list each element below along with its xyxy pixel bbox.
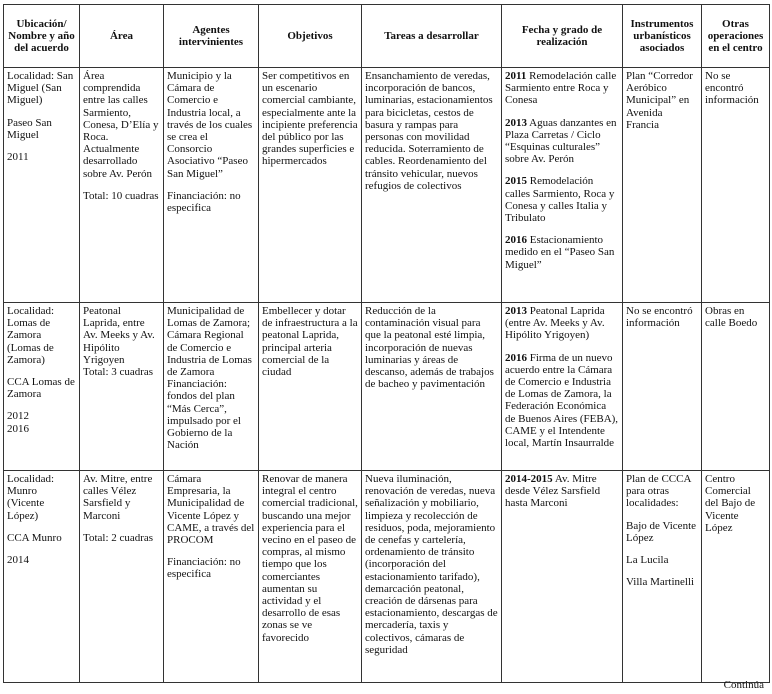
cell-tasks: Ensanchamiento de veredas, incorporación de bancos, luminarias, estacionamientos para bicicletas, cestos de basura y rampas para personas con movilidad reducida. Soterramiento de cables. Reordenamiento del tránsito vehicular, nuevos refugios de colectivos	[362, 68, 502, 303]
cell-other: No se encontró información	[702, 68, 770, 303]
header-location: Ubicación/ Nombre y año del acuerdo	[4, 5, 80, 68]
cell-area: Peatonal Laprida, entre Av. Meeks y Av. Hipólito Yrigoyen Total: 3 cuadras	[80, 303, 164, 471]
header-agents: Agentes intervinientes	[164, 5, 259, 68]
cell-area: Av. Mitre, entre calles Vélez Sarsfield y Marconi Total: 2 cuadras	[80, 471, 164, 683]
cell-agents: Municipalidad de Lomas de Zamora; Cámara Regional de Comercio e Industria de Lomas de Zamora Financiación: fondos del plan “Más Cerca”, impulsado por el Gobierno de la Nación	[164, 303, 259, 471]
cell-tasks: Nueva iluminación, renovación de veredas, nueva señalización y mobiliario, limpieza y recolección de residuos, poda, mejoramiento de cenefas y cartelería, ordenamiento de tránsito (incorporación del estacionamiento tarifado), demarcación peatonal, creación de dársenas para estacionamiento, descargas de mercadería, taxis y colectivos, cámaras de seguridad	[362, 471, 502, 683]
cell-location: Localidad: Munro (Vicente López) CCA Munro 2014	[4, 471, 80, 683]
cell-other: Obras en calle Boedo	[702, 303, 770, 471]
cell-objectives: Renovar de manera integral el centro comercial tradicional, buscando una mejor experiencia para el vecino en el paseo de compras, al mismo tiempo que los comerciantes aumentan su actividad y el desarrollo de esas zonas se ve favorecido	[259, 471, 362, 683]
header-other: Otras operaciones en el centro	[702, 5, 770, 68]
cell-instruments: Plan de CCCA para otras localidades: Bajo de Vicente López La Lucila Villa Martinelli	[623, 471, 702, 683]
cell-objectives: Ser competitivos en un escenario comercial cambiante, especialmente ante la incipiente preferencia del público por las grandes superficies e hipermercados	[259, 68, 362, 303]
header-objectives: Objetivos	[259, 5, 362, 68]
cell-location: Localidad: San Miguel (San Miguel) Paseo San Miguel 2011	[4, 68, 80, 303]
cell-agents: Municipio y la Cámara de Comercio e Industria local, a través de los cuales se crea el Consorcio Asociativo “Paseo San Miguel” Financiación: no especifica	[164, 68, 259, 303]
cell-instruments: Plan “Corredor Aeróbico Municipal” en Avenida Francia	[623, 68, 702, 303]
agreements-table	[3, 4, 770, 683]
continued-note: Continúa	[723, 679, 764, 691]
header-instruments: Instrumentos urbanísticos asociados	[623, 5, 702, 68]
cell-instruments: No se encontró información	[623, 303, 702, 471]
header-tasks: Tareas a desarrollar	[362, 5, 502, 68]
table-row	[4, 471, 770, 683]
cell-dates: 2014-2015 Av. Mitre desde Vélez Sarsfield hasta Marconi	[502, 471, 623, 683]
header-dates: Fecha y grado de realización	[502, 5, 623, 68]
cell-location: Localidad: Lomas de Zamora (Lomas de Zamora) CCA Lomas de Zamora 2012 2016	[4, 303, 80, 471]
cell-area: Área comprendida entre las calles Sarmiento, Conesa, D’Elía y Roca. Actualmente desarrollado sobre Av. Perón Total: 10 cuadras	[80, 68, 164, 303]
table-row	[4, 68, 770, 303]
cell-tasks: Reducción de la contaminación visual para que la peatonal esté limpia, incorporación de nuevas luminarias y áreas de descanso, además de trabajos de bacheo y pavimentación	[362, 303, 502, 471]
table-header-row	[4, 5, 770, 68]
header-area: Área	[80, 5, 164, 68]
cell-other: Centro Comercial del Bajo de Vicente López	[702, 471, 770, 683]
cell-dates: 2011 Remodelación calle Sarmiento entre Roca y Conesa 2013 Aguas danzantes en Plaza Carretas / Ciclo “Esquinas culturales” sobre Av. Perón 2015 Remodelación calles Sarmiento, Roca y Conesa y calles Italia y Tribulato 2016 Estacionamiento medido en el “Paseo San Miguel”	[502, 68, 623, 303]
cell-dates: 2013 Peatonal Laprida (entre Av. Meeks y Av. Hipólito Yrigoyen) 2016 Firma de un nuevo acuerdo entre la Cámara de Comercio e Industria de Lomas de Zamora, la Federación Económica de Buenos Aires (FEBA), CAME y el Intendente local, Martín Insaurralde	[502, 303, 623, 471]
table-row	[4, 303, 770, 471]
cell-agents: Cámara Empresaria, la Municipalidad de Vicente López y CAME, a través del PROCOM Financiación: no especifica	[164, 471, 259, 683]
cell-objectives: Embellecer y dotar de infraestructura a la peatonal Laprida, principal arteria comercial de la ciudad	[259, 303, 362, 471]
